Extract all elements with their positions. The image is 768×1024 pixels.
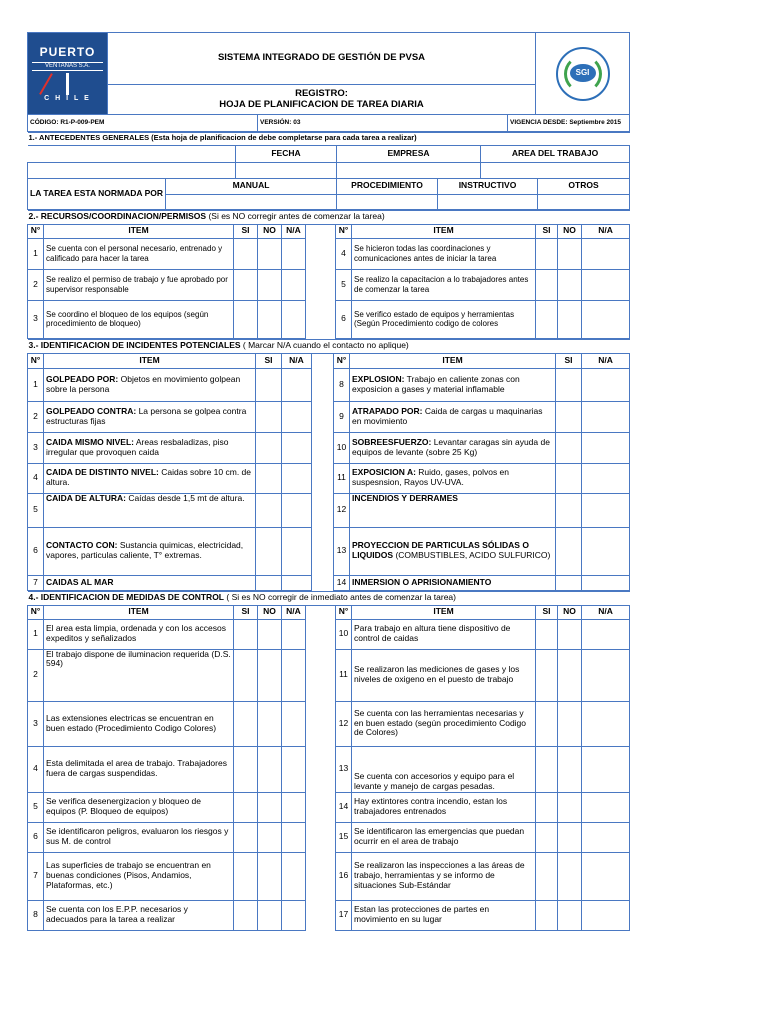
no-checkbox[interactable] xyxy=(258,701,282,746)
hazard-label: CAIDA DE ALTURA: xyxy=(46,493,126,503)
sgi-label: SGI xyxy=(570,64,596,82)
item-text: Esta delimitada el area de trabajo. Trabajadores fuera de cargas suspendidas. xyxy=(44,746,234,792)
row-number: 2 xyxy=(28,269,44,300)
si-checkbox[interactable] xyxy=(234,746,258,792)
hazard-label: EXPOSICION A: xyxy=(352,467,416,478)
si-checkbox[interactable] xyxy=(556,527,582,575)
item-text: Se hicieron todas las coordinaciones y comunicaciones antes de iniciar la tarea xyxy=(352,238,536,269)
table-row xyxy=(28,619,630,649)
item-text: Se realizo la capacitacion a lo trabajadores antes de comenzar la tarea xyxy=(352,269,536,300)
row-number: 5 xyxy=(28,493,44,527)
hazard-text xyxy=(44,575,256,590)
hazard-text xyxy=(350,527,556,575)
row-number: 1 xyxy=(28,619,44,649)
hazard-text xyxy=(350,575,556,590)
na-checkbox[interactable] xyxy=(582,238,630,269)
s2-right-num-header: N° xyxy=(336,224,352,238)
hazard-text xyxy=(44,493,256,527)
si-checkbox[interactable] xyxy=(536,746,558,792)
s2-right-si-header: SI xyxy=(536,224,558,238)
row-number: 13 xyxy=(336,746,352,792)
table-row xyxy=(28,368,630,401)
no-checkbox[interactable] xyxy=(558,649,582,701)
s4-right-num-header: N° xyxy=(336,605,352,619)
hazard-text xyxy=(44,401,256,432)
sheet-title: HOJA DE PLANIFICACION DE TAREA DIARIA xyxy=(219,98,424,110)
row-number: 13 xyxy=(334,527,350,575)
si-checkbox[interactable] xyxy=(256,432,282,463)
s2-left-item-header: ITEM xyxy=(44,224,234,238)
row-number: 11 xyxy=(334,463,350,493)
s2-gap xyxy=(306,224,336,238)
na-checkbox[interactable] xyxy=(582,822,630,852)
si-checkbox[interactable] xyxy=(234,792,258,822)
na-checkbox[interactable] xyxy=(282,701,306,746)
hazard-description: Caídas desde 1,5 mt de altura. xyxy=(125,493,245,503)
section2-note: (Si es NO corregir antes de comenzar la tarea) xyxy=(206,211,385,222)
si-checkbox[interactable] xyxy=(234,852,258,900)
na-checkbox[interactable] xyxy=(282,401,312,432)
area-header: AREA DEL TRABAJO xyxy=(481,145,630,162)
si-checkbox[interactable] xyxy=(536,852,558,900)
no-checkbox[interactable] xyxy=(258,852,282,900)
row-number: 10 xyxy=(336,619,352,649)
table-row xyxy=(28,822,630,852)
s3-left-num-header: N° xyxy=(28,353,44,368)
option-procedimiento: PROCEDIMIENTO xyxy=(337,178,438,194)
no-checkbox[interactable] xyxy=(258,238,282,269)
si-checkbox[interactable] xyxy=(536,619,558,649)
hazard-label: SOBREESFUERZO: xyxy=(352,436,432,447)
item-text: Estan las protecciones de partes en movimiento en su lugar xyxy=(352,900,536,930)
table-row xyxy=(28,238,630,269)
row-number: 4 xyxy=(28,746,44,792)
na-checkbox[interactable] xyxy=(282,900,306,930)
hazard-description: La persona se golpea contra estructuras fijas xyxy=(46,405,247,426)
si-checkbox[interactable] xyxy=(256,575,282,590)
na-checkbox[interactable] xyxy=(282,368,312,401)
na-checkbox[interactable] xyxy=(282,822,306,852)
hazard-text xyxy=(44,368,256,401)
hazard-text xyxy=(350,401,556,432)
hazard-description: Levantar caragas sin ayuda de equipos de levante (sobre 25 Kg) xyxy=(352,436,550,457)
hazard-label: CAIDA MISMO NIVEL: xyxy=(46,436,134,447)
si-checkbox[interactable] xyxy=(234,900,258,930)
na-checkbox[interactable] xyxy=(582,401,630,432)
fecha-header: FECHA xyxy=(236,145,337,162)
table-row xyxy=(28,852,630,900)
row-number: 5 xyxy=(28,792,44,822)
s4-right-na-header: N/A xyxy=(582,605,630,619)
table-row xyxy=(28,527,630,575)
si-checkbox[interactable] xyxy=(556,401,582,432)
si-checkbox[interactable] xyxy=(556,463,582,493)
item-text: Para trabajo en altura tiene dispositivo de control de caidas xyxy=(352,619,536,649)
no-checkbox[interactable] xyxy=(258,900,282,930)
option-instructivo: INSTRUCTIVO xyxy=(438,178,538,194)
item-text: Se identificaron peligros, evaluaron los riesgos y sus M. de control xyxy=(44,822,234,852)
hazard-text xyxy=(44,432,256,463)
na-checkbox[interactable] xyxy=(282,432,312,463)
table-row xyxy=(28,463,630,493)
row-number: 14 xyxy=(334,575,350,590)
na-checkbox[interactable] xyxy=(582,463,630,493)
no-checkbox[interactable] xyxy=(558,822,582,852)
row-number: 11 xyxy=(336,649,352,701)
row-number: 1 xyxy=(28,238,44,269)
hazard-text xyxy=(350,463,556,493)
si-checkbox[interactable] xyxy=(256,401,282,432)
row-number: 2 xyxy=(28,649,44,701)
valid-from: VIGENCIA DESDE: Septiembre 2015 xyxy=(508,115,630,131)
si-checkbox[interactable] xyxy=(536,792,558,822)
row-number: 2 xyxy=(28,401,44,432)
row-number: 3 xyxy=(28,432,44,463)
hazard-text xyxy=(44,527,256,575)
item-text: El trabajo dispone de iluminacion requerida (D.S. 594) xyxy=(44,649,234,701)
si-checkbox[interactable] xyxy=(536,269,558,300)
no-checkbox[interactable] xyxy=(258,792,282,822)
company-logo xyxy=(28,33,108,115)
na-checkbox[interactable] xyxy=(582,701,630,746)
s4-left-item-header: ITEM xyxy=(44,605,234,619)
row-number: 14 xyxy=(336,792,352,822)
otros-field[interactable] xyxy=(538,194,630,209)
empresa-field[interactable] xyxy=(337,162,481,178)
na-checkbox[interactable] xyxy=(582,300,630,338)
s3-left-na-header: N/A xyxy=(282,353,312,368)
no-checkbox[interactable] xyxy=(258,269,282,300)
table-row xyxy=(28,649,630,701)
section3-table xyxy=(27,339,630,591)
table-row xyxy=(28,493,630,527)
na-checkbox[interactable] xyxy=(282,269,306,300)
hazard-label: INMERSION O APRISIONAMIENTO xyxy=(352,576,492,587)
row-number: 6 xyxy=(28,822,44,852)
na-checkbox[interactable] xyxy=(582,432,630,463)
section2-table xyxy=(27,210,630,339)
si-checkbox[interactable] xyxy=(536,649,558,701)
code-row xyxy=(27,115,630,132)
table-row xyxy=(28,300,630,338)
section4-title xyxy=(28,591,630,605)
na-checkbox[interactable] xyxy=(582,900,630,930)
logo-bottom-text: C H I L E xyxy=(44,94,91,102)
row-number: 15 xyxy=(336,822,352,852)
na-checkbox[interactable] xyxy=(582,746,630,792)
si-checkbox[interactable] xyxy=(536,300,558,338)
si-checkbox[interactable] xyxy=(256,527,282,575)
hazard-text xyxy=(350,493,556,527)
row-number: 3 xyxy=(28,701,44,746)
s4-left-num-header: N° xyxy=(28,605,44,619)
planning-sheet xyxy=(27,32,629,931)
hazard-label: CAIDAS AL MAR xyxy=(46,576,114,587)
item-text: Se cuenta con accesorios y equipo para el levante y manejo de cargas pesadas. xyxy=(352,746,536,792)
si-checkbox[interactable] xyxy=(556,432,582,463)
item-text: Se verifico estado de equipos y herramientas (Según Procedimiento codigo de colores xyxy=(352,300,536,338)
registro-label: REGISTRO: xyxy=(295,87,348,99)
row-number: 6 xyxy=(28,527,44,575)
hazard-label: CONTACTO CON: xyxy=(46,540,118,551)
section3-title-text: 3.- IDENTIFICACION DE INCIDENTES POTENCIALES xyxy=(28,340,241,351)
hazard-label: EXPLOSION: xyxy=(352,373,405,384)
row-number: 16 xyxy=(336,852,352,900)
no-checkbox[interactable] xyxy=(258,746,282,792)
si-checkbox[interactable] xyxy=(536,822,558,852)
row-number: 6 xyxy=(336,300,352,338)
document-version: VERSIÓN: 03 xyxy=(258,115,508,131)
na-checkbox[interactable] xyxy=(282,575,312,590)
item-text: Hay extintores contra incendio, estan los trabajadores entrenados xyxy=(352,792,536,822)
row-number: 10 xyxy=(334,432,350,463)
hazard-label: CAIDA DE DISTINTO NIVEL: xyxy=(46,467,159,478)
hazard-text xyxy=(350,368,556,401)
table-row xyxy=(28,269,630,300)
s3-right-na-header: N/A xyxy=(582,353,630,368)
row-number: 4 xyxy=(28,463,44,493)
hazard-label: PROYECCION DE PARTICULAS SÓLIDAS O LIQUIDOS xyxy=(352,540,529,560)
hazard-description: Sustancia quimicas, electricidad, vapores, particulas caliente, T° extremas. xyxy=(46,540,244,560)
row-number: 7 xyxy=(28,852,44,900)
hazard-label: ATRAPADO POR: xyxy=(352,405,423,416)
item-text: Se cuenta con las herramientas necesarias y en buen estado (según procedimiento Codigo de Colores) xyxy=(352,701,536,746)
no-checkbox[interactable] xyxy=(558,746,582,792)
section1-title: 1.- ANTECEDENTES GENERALES (Esta hoja de planificacion de debe completarse para cada tarea a realizar) xyxy=(28,132,630,145)
na-checkbox[interactable] xyxy=(282,238,306,269)
no-checkbox[interactable] xyxy=(258,619,282,649)
si-checkbox[interactable] xyxy=(536,238,558,269)
instructivo-field[interactable] xyxy=(438,194,538,209)
section4-title-text: 4.- IDENTIFICACION DE MEDIDAS DE CONTROL xyxy=(28,592,225,603)
area-field[interactable] xyxy=(481,162,630,178)
na-checkbox[interactable] xyxy=(582,852,630,900)
si-checkbox[interactable] xyxy=(256,368,282,401)
header-table xyxy=(27,32,630,115)
no-checkbox[interactable] xyxy=(558,701,582,746)
item-text: Se identificaron las emergencias que puedan ocurrir en el area de trabajo xyxy=(352,822,536,852)
s2-left-num-header: N° xyxy=(28,224,44,238)
general-blank-field[interactable] xyxy=(28,162,236,178)
row-number: 9 xyxy=(334,401,350,432)
item-text: Se coordino el bloqueo de los equipos (según procedimiento de bloqueo) xyxy=(44,300,234,338)
hazard-description: Areas resbaladizas, piso irregular que provoquen caida xyxy=(46,436,229,457)
na-checkbox[interactable] xyxy=(582,619,630,649)
option-otros: OTROS xyxy=(538,178,630,194)
no-checkbox[interactable] xyxy=(558,852,582,900)
row-number: 12 xyxy=(336,701,352,746)
si-checkbox[interactable] xyxy=(256,493,282,527)
sgi-logo xyxy=(536,33,630,115)
si-checkbox[interactable] xyxy=(536,701,558,746)
si-checkbox[interactable] xyxy=(556,493,582,527)
s2-left-si-header: SI xyxy=(234,224,258,238)
sheet-title-cell xyxy=(108,85,536,115)
na-checkbox[interactable] xyxy=(282,463,312,493)
s3-left-item-header: ITEM xyxy=(44,353,256,368)
logo-anchor-icon xyxy=(28,73,107,95)
s4-left-na-header: N/A xyxy=(282,605,306,619)
hazard-description: Trabajo en caliente zonas con exposicion a gases y material inflamable xyxy=(352,373,520,394)
section4-note: ( Si es NO corregir de inmediato antes de comenzar la tarea) xyxy=(224,592,456,603)
hazard-text xyxy=(44,463,256,493)
no-checkbox[interactable] xyxy=(258,649,282,701)
section3-title xyxy=(28,339,630,353)
s4-right-no-header: NO xyxy=(558,605,582,619)
si-checkbox[interactable] xyxy=(234,649,258,701)
s3-right-si-header: SI xyxy=(556,353,582,368)
hazard-description: Caida de cargas u maquinarias en movimiento xyxy=(352,405,543,426)
table-row xyxy=(28,701,630,746)
s4-right-item-header: ITEM xyxy=(352,605,536,619)
no-checkbox[interactable] xyxy=(558,900,582,930)
si-checkbox[interactable] xyxy=(256,463,282,493)
row-number: 5 xyxy=(336,269,352,300)
section1-blank xyxy=(28,145,236,162)
hazard-text xyxy=(350,432,556,463)
section2-title xyxy=(28,210,630,224)
si-checkbox[interactable] xyxy=(556,368,582,401)
si-checkbox[interactable] xyxy=(234,822,258,852)
hazard-description: Objetos en movimiento golpean sobre la persona xyxy=(46,373,241,394)
item-text: Las extensiones electricas se encuentran en buen estado (Procedimiento Codigo Colores) xyxy=(44,701,234,746)
na-checkbox[interactable] xyxy=(282,792,306,822)
na-checkbox[interactable] xyxy=(282,619,306,649)
normada-label: LA TAREA ESTA NORMADA POR xyxy=(28,178,166,209)
item-text: Se cuenta con el personal necesario, entrenado y calificado para hacer la tarea xyxy=(44,238,234,269)
si-checkbox[interactable] xyxy=(234,238,258,269)
na-checkbox[interactable] xyxy=(582,368,630,401)
no-checkbox[interactable] xyxy=(258,822,282,852)
item-text: El area esta limpia, ordenada y con los accesos expeditos y señalizados xyxy=(44,619,234,649)
item-text: Se realizaron las mediciones de gases y los niveles de oxigeno en el puesto de trabajo xyxy=(352,649,536,701)
s4-left-si-header: SI xyxy=(234,605,258,619)
row-number: 7 xyxy=(28,575,44,590)
no-checkbox[interactable] xyxy=(558,300,582,338)
na-checkbox[interactable] xyxy=(282,649,306,701)
item-text: Se cuenta con los E.P.P. necesarios y adecuados para la tarea a realizar xyxy=(44,900,234,930)
no-checkbox[interactable] xyxy=(258,300,282,338)
item-text: Se realizo el permiso de trabajo y fue aprobado por supervisor responsable xyxy=(44,269,234,300)
na-checkbox[interactable] xyxy=(582,269,630,300)
item-text: Las superficies de trabajo se encuentran en buenas condiciones (Pisos, Andamios, Plataformas, etc.) xyxy=(44,852,234,900)
empresa-header: EMPRESA xyxy=(337,145,481,162)
table-row xyxy=(28,575,630,590)
table-row xyxy=(28,432,630,463)
option-manual: MANUAL xyxy=(166,178,337,194)
no-checkbox[interactable] xyxy=(558,238,582,269)
no-checkbox[interactable] xyxy=(558,269,582,300)
document-code: CÓDIGO: R1-P-009-PEM xyxy=(28,115,258,131)
section1-table xyxy=(27,132,630,210)
table-row xyxy=(28,900,630,930)
s4-left-no-header: NO xyxy=(258,605,282,619)
table-row xyxy=(28,792,630,822)
na-checkbox[interactable] xyxy=(282,746,306,792)
table-row xyxy=(28,746,630,792)
s2-left-na-header: N/A xyxy=(282,224,306,238)
system-title: SISTEMA INTEGRADO DE GESTIÓN DE PVSA xyxy=(108,33,536,85)
s3-right-item-header: ITEM xyxy=(350,353,556,368)
s3-left-si-header: SI xyxy=(256,353,282,368)
na-checkbox[interactable] xyxy=(582,527,630,575)
na-checkbox[interactable] xyxy=(282,493,312,527)
na-checkbox[interactable] xyxy=(582,649,630,701)
hazard-label: GOLPEADO CONTRA: xyxy=(46,405,137,416)
section3-note: ( Marcar N/A cuando el contacto no aplique) xyxy=(240,340,409,351)
hazard-label: INCENDIOS Y DERRAMES xyxy=(352,493,458,503)
row-number: 1 xyxy=(28,368,44,401)
hazard-label: GOLPEADO POR: xyxy=(46,373,119,384)
na-checkbox[interactable] xyxy=(282,852,306,900)
manual-field[interactable] xyxy=(166,194,337,209)
na-checkbox[interactable] xyxy=(582,575,630,590)
s2-left-no-header: NO xyxy=(258,224,282,238)
no-checkbox[interactable] xyxy=(558,619,582,649)
si-checkbox[interactable] xyxy=(234,701,258,746)
na-checkbox[interactable] xyxy=(582,792,630,822)
s4-right-si-header: SI xyxy=(536,605,558,619)
logo-mid-text: VENTANAS S.A. xyxy=(32,62,103,71)
table-row xyxy=(28,401,630,432)
na-checkbox[interactable] xyxy=(282,300,306,338)
s2-right-item-header: ITEM xyxy=(352,224,536,238)
s3-right-num-header: N° xyxy=(334,353,350,368)
logo-top-text: PUERTO xyxy=(39,45,96,60)
no-checkbox[interactable] xyxy=(558,792,582,822)
row-number: 8 xyxy=(334,368,350,401)
si-checkbox[interactable] xyxy=(234,269,258,300)
sgi-badge-icon xyxy=(556,47,610,101)
s2-right-no-header: NO xyxy=(558,224,582,238)
row-number: 3 xyxy=(28,300,44,338)
hazard-description: Caidas sobre 10 cm. de altura. xyxy=(46,467,252,487)
item-text: Se verifica desenergizacion y bloqueo de equipos (P. Bloqueo de equipos) xyxy=(44,792,234,822)
row-number: 12 xyxy=(334,493,350,527)
row-number: 17 xyxy=(336,900,352,930)
row-number: 4 xyxy=(336,238,352,269)
item-text: Se realizaron las inspecciones a las áreas de trabajo, herramientas y se informo de situaciones Sub-Estándar xyxy=(352,852,536,900)
hazard-description: (COMBUSTIBLES, ACIDO SULFURICO) xyxy=(393,550,551,560)
section4-table xyxy=(27,591,630,931)
fecha-field[interactable] xyxy=(236,162,337,178)
na-checkbox[interactable] xyxy=(282,527,312,575)
si-checkbox[interactable] xyxy=(234,300,258,338)
hazard-description: Ruido, gases, polvos en suspesnsion, Rayos UV-UVA. xyxy=(352,467,510,487)
si-checkbox[interactable] xyxy=(234,619,258,649)
na-checkbox[interactable] xyxy=(582,493,630,527)
s2-right-na-header: N/A xyxy=(582,224,630,238)
si-checkbox[interactable] xyxy=(536,900,558,930)
row-number: 8 xyxy=(28,900,44,930)
procedimiento-field[interactable] xyxy=(337,194,438,209)
section2-title-text: 2.- RECURSOS/COORDINACION/PERMISOS xyxy=(28,211,207,222)
si-checkbox[interactable] xyxy=(556,575,582,590)
